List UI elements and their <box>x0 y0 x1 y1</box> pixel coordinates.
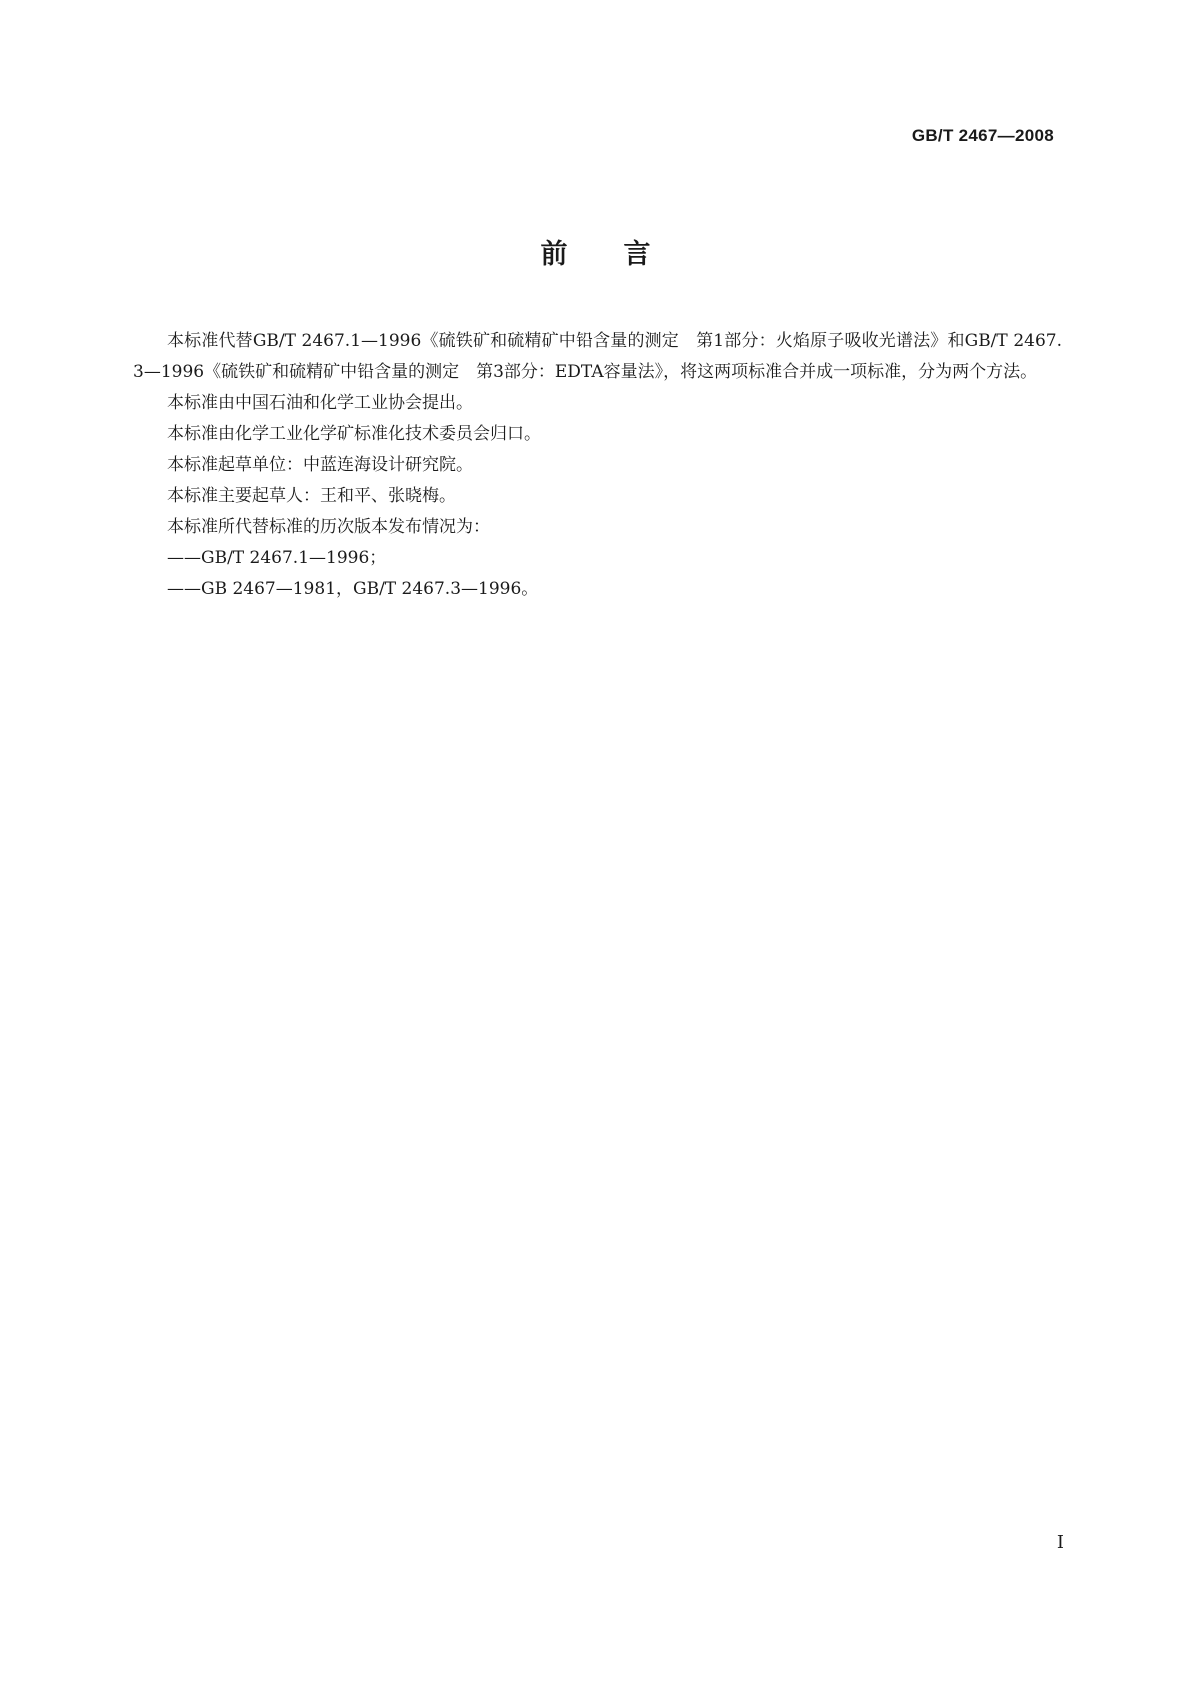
paragraph-drafters: 本标准主要起草人：王和平、张晓梅。 <box>167 486 456 506</box>
page-title: 前言 <box>540 239 707 270</box>
paragraph-committee: 本标准由化学工业化学矿标准化技术委员会归口。 <box>167 424 541 444</box>
paragraph-proposer: 本标准由中国石油和化学工业协会提出。 <box>167 393 473 413</box>
history-item: ——GB 2467—1981，GB/T 2467.3—1996。 <box>167 579 539 599</box>
history-item: ——GB/T 2467.1—1996； <box>167 548 387 568</box>
paragraph-replacement: 本标准代替GB/T 2467.1—1996《硫铁矿和硫精矿中铅含量的测定 第1部分：火焰原子吸收光谱法》和GB/T 2467.3—1996《硫铁矿和硫精矿中铅含量的测定 第3部分：EDTA容量法》，将这两项标准合并成一项标准，分为两个方法。 <box>133 331 1062 382</box>
standard-code: GB/T 2467—2008 <box>911 126 1054 145</box>
paragraph-history-intro: 本标准所代替标准的历次版本发布情况为： <box>167 517 490 537</box>
page-number: I <box>1056 1532 1064 1553</box>
foreword-body <box>133 326 1062 605</box>
paragraph-drafting-unit: 本标准起草单位：中蓝连海设计研究院。 <box>167 455 473 475</box>
